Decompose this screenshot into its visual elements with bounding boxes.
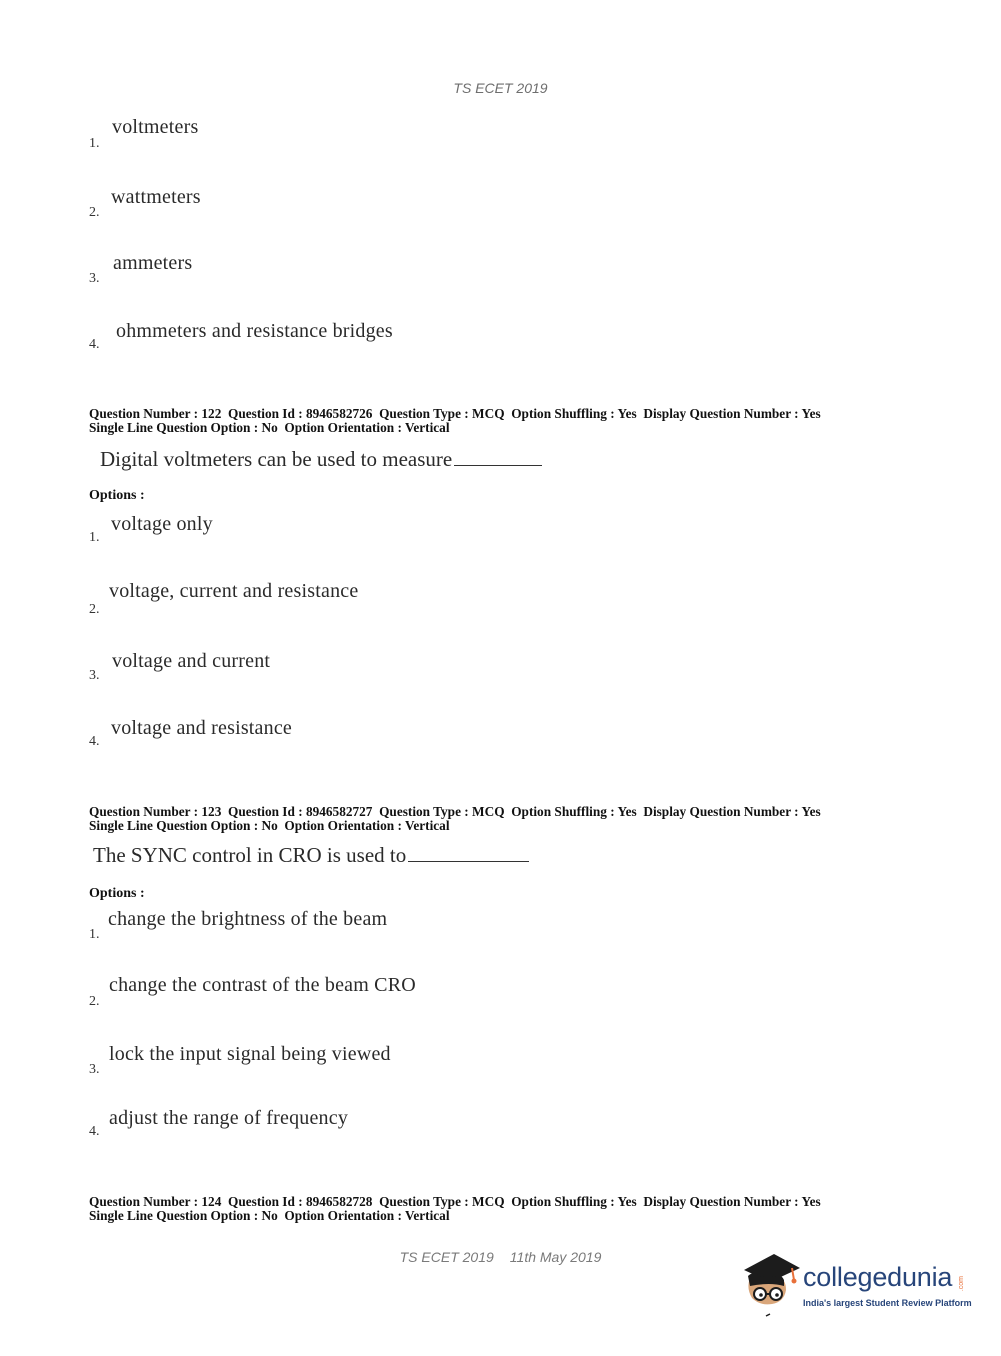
collegedunia-mascot-icon [740,1248,802,1318]
brand-name: collegedunia [803,1262,953,1292]
option-text: change the contrast of the beam CRO [109,974,416,996]
option-text: lock the input signal being viewed [109,1043,391,1065]
question-meta-line2: Single Line Question Option : No Option Orientation : Vertical [89,1208,450,1223]
option-text: voltage only [111,513,213,535]
answer-blank [454,447,542,466]
question-meta-line1: Question Number : 123 Question Id : 8946582727 Question Type : MCQ Option Shuffling : Yes Display Question Number : Yes [89,804,821,819]
option-number: 2. [89,602,100,617]
option-text: voltage and current [112,650,271,672]
option-text: voltage, current and resistance [109,580,359,602]
question-meta-line1: Question Number : 124 Question Id : 8946582728 Question Type : MCQ Option Shuffling : Yes Display Question Number : Yes [89,1194,821,1209]
question-meta-line2: Single Line Question Option : No Option Orientation : Vertical [89,818,450,833]
question-meta-line2: Single Line Question Option : No Option Orientation : Vertical [89,420,450,435]
options-label: Options : [89,886,145,901]
option-text: voltmeters [112,116,199,138]
brand-tld: .com [958,1276,965,1292]
option-number: 1. [89,136,100,151]
option-text: wattmeters [111,186,201,208]
option-number: 2. [89,205,100,220]
footer-date: 11th May 2019 [509,1249,602,1265]
question-text [100,447,542,472]
brand-tagline: India's largest Student Review Platform [803,1298,972,1308]
option-number: 1. [89,927,100,942]
option-number: 3. [89,271,100,286]
question-stem: The SYNC control in CRO is used to [93,843,407,867]
option-number: 3. [89,668,100,683]
question-text [93,843,529,868]
option-text: change the brightness of the beam [108,908,388,930]
option-text: ammeters [113,252,193,274]
page-header: TS ECET 2019 [453,80,548,96]
option-number: 4. [89,337,100,352]
option-number: 3. [89,1062,100,1077]
option-number: 4. [89,734,100,749]
option-text: voltage and resistance [111,717,292,739]
option-text: ohmmeters and resistance bridges [116,320,393,342]
option-number: 1. [89,530,100,545]
question-meta-line1: Question Number : 122 Question Id : 8946582726 Question Type : MCQ Option Shuffling : Yes Display Question Number : Yes [89,406,821,421]
question-stem: Digital voltmeters can be used to measure [100,447,453,471]
footer-exam: TS ECET 2019 [399,1249,494,1265]
answer-blank [408,843,529,862]
options-label: Options : [89,488,145,503]
option-number: 4. [89,1124,100,1139]
option-text: adjust the range of frequency [109,1107,349,1129]
option-number: 2. [89,994,100,1009]
